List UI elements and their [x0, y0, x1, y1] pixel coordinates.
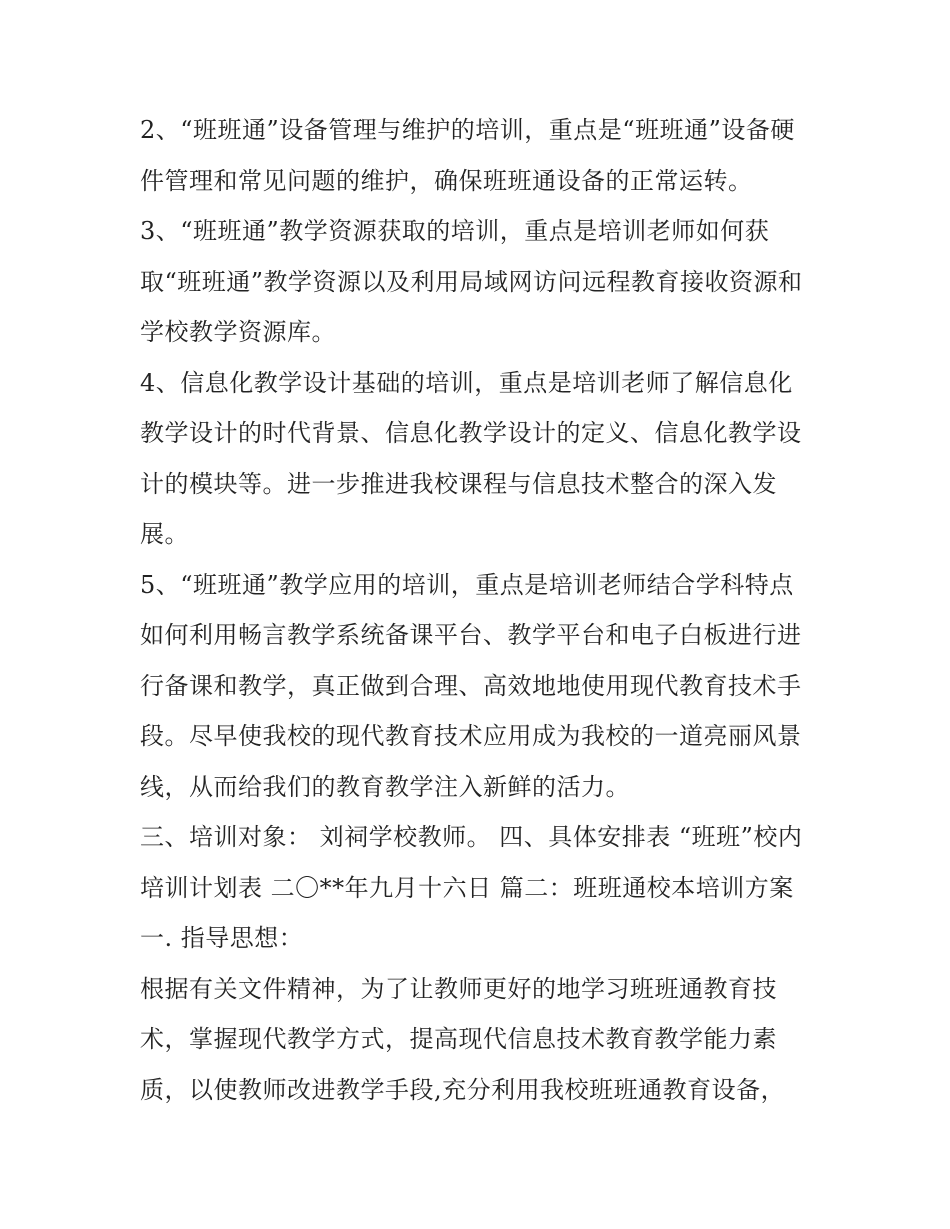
text-line: 术，掌握现代教学方式，提高现代信息技术教育教学能力素: [140, 1025, 777, 1053]
text-line: 件管理和常见问题的维护，确保班班通设备的正常运转。: [140, 166, 753, 195]
text-line: 段。尽早使我校的现代教育技术应用成为我校的一道亮丽风景: [140, 722, 802, 750]
document-body: [140, 112, 820, 1122]
text-line: 学校教学资源库。: [140, 318, 336, 346]
text-line: 2、“班班通”设备管理与维护的培训，重点是“班班通”设备硬: [140, 116, 795, 144]
text-line: 线，从而给我们的教育教学注入新鲜的活力。: [140, 772, 630, 801]
text-line: 3、“班班通”教学资源获取的培训，重点是培训老师如何获: [140, 217, 770, 245]
text-line: 三、培训对象： 刘祠学校教师。 四、具体安排表 “班班”校内: [140, 823, 803, 851]
text-line: 计的模块等。进一步推进我校课程与信息技术整合的深入发: [140, 469, 777, 498]
text-line: 培训计划表 二〇**年九月十六日 篇二：班班通校本培训方案: [140, 873, 794, 902]
text-line: 质，以使教师改进教学手段,充分利用我校班班通教育设备，: [140, 1075, 786, 1104]
text-line: 教学设计的时代背景、信息化教学设计的定义、信息化教学设: [140, 419, 802, 447]
text-line: 行备课和教学，真正做到合理、高效地地使用现代教育技术手: [140, 671, 802, 700]
text-line: 4、信息化教学设计基础的培训，重点是培训老师了解信息化: [140, 368, 793, 397]
text-line: 如何利用畅言教学系统备课平台、教学平台和电子白板进行进: [140, 621, 802, 649]
section-heading: 一. 指导思想：: [140, 924, 304, 952]
text-line: 5、“班班通”教学应用的培训，重点是培训老师结合学科特点: [140, 570, 794, 599]
text-line: 根据有关文件精神，为了让教师更好的地学习班班通教育技: [140, 974, 777, 1003]
text-line: 展。: [140, 520, 189, 548]
text-line: 取“班班通”教学资源以及利用局域网访问远程教育接收资源和: [140, 267, 803, 296]
